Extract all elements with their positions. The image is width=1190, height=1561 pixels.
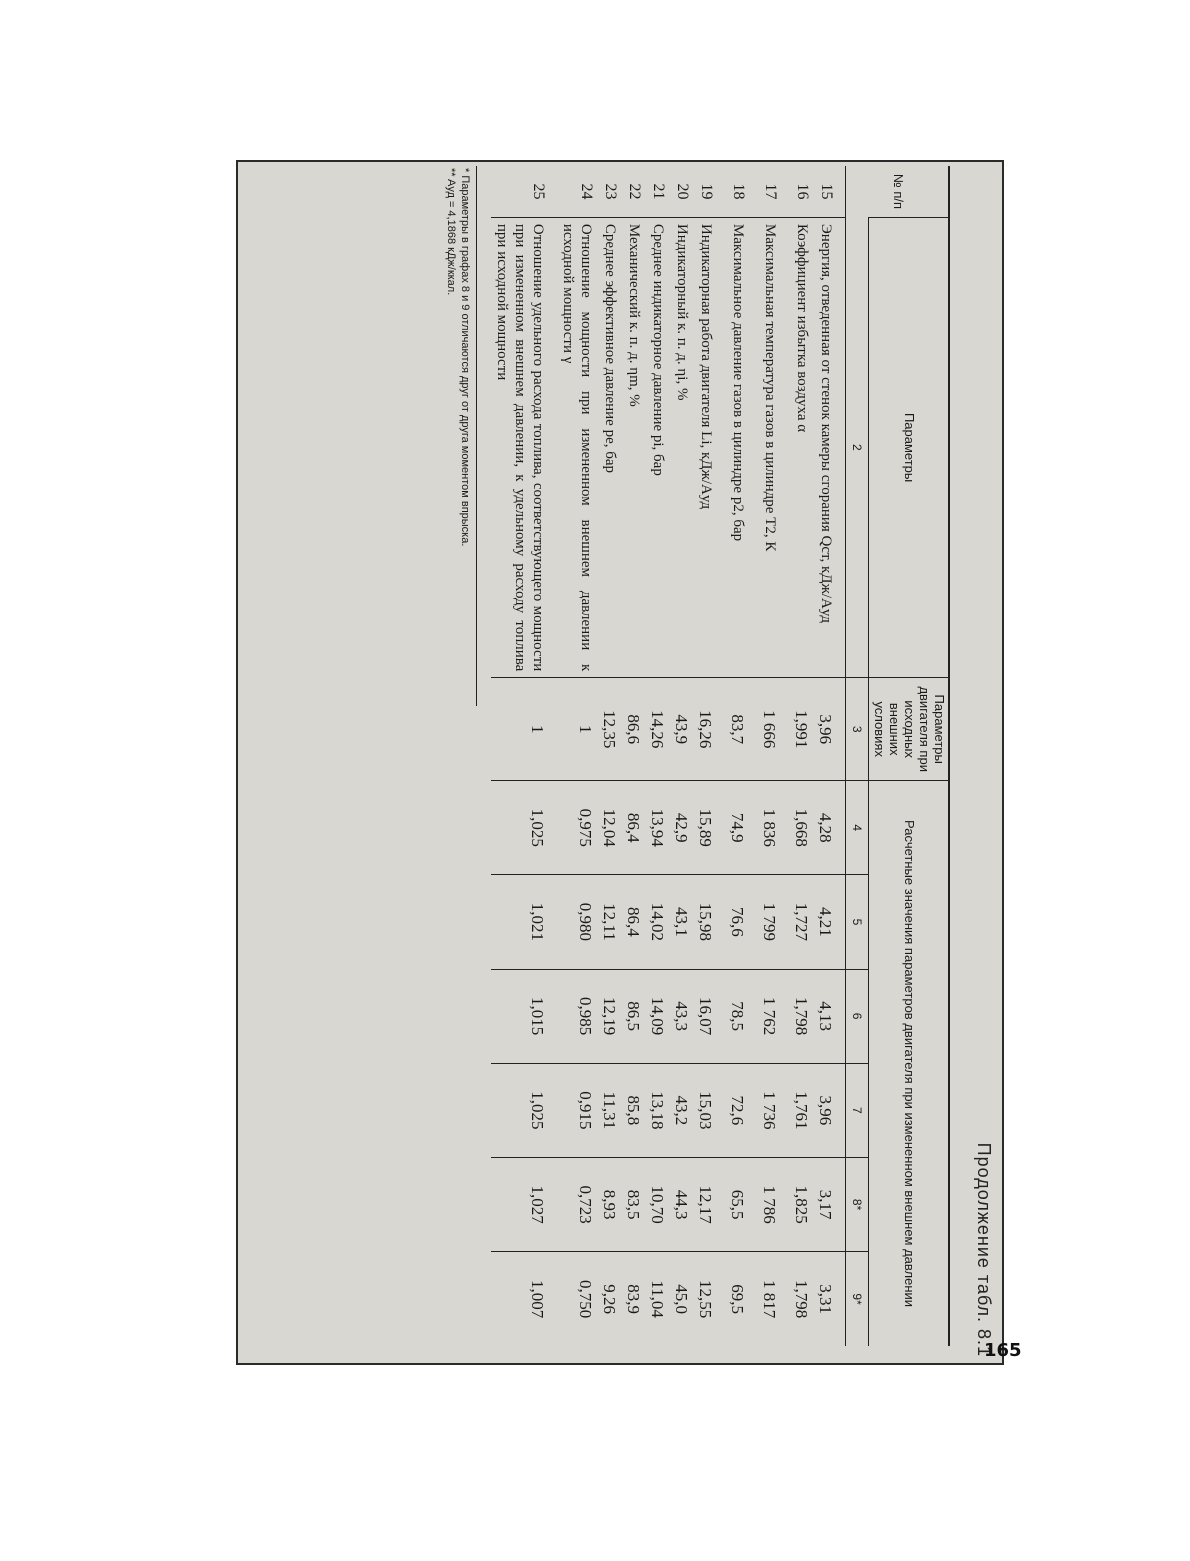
value-cell: 1 762 — [757, 969, 789, 1063]
value-cell: 14,09 — [645, 969, 669, 1063]
value-cell: 1,798 — [789, 969, 813, 1063]
value-cell: 11,04 — [645, 1252, 669, 1346]
value-cell: 1 736 — [757, 1063, 789, 1157]
value-cell: 3,17 — [813, 1157, 846, 1251]
value-cell: 0,980 — [557, 875, 597, 969]
value-cell: 1,021 — [491, 875, 557, 969]
parameter-name: Отношение удельного расхода топлива, соответствующего мощности при измененном внешнем давлении, к удельному расходу топлива при исходной мощности — [491, 217, 557, 677]
value-cell: 45,0 — [669, 1252, 693, 1346]
value-cell: 43,3 — [669, 969, 693, 1063]
value-cell: 12,55 — [693, 1252, 725, 1346]
value-cell: 43,2 — [669, 1063, 693, 1157]
value-cell: 83,9 — [621, 1252, 645, 1346]
table-row — [669, 166, 693, 1346]
parameter-name: Коэффициент избытка воздуха α — [789, 217, 813, 677]
value-cell: 3,96 — [813, 1063, 846, 1157]
column-number: 3 — [846, 678, 869, 781]
table-row — [725, 166, 757, 1346]
value-cell: 15,89 — [693, 781, 725, 875]
value-cell: 85,8 — [621, 1063, 645, 1157]
value-cell: 16,07 — [693, 969, 725, 1063]
footnote-rule — [476, 166, 477, 706]
value-cell: 11,31 — [597, 1063, 621, 1157]
value-cell: 13,18 — [645, 1063, 669, 1157]
value-cell: 9,26 — [597, 1252, 621, 1346]
parameter-name: Индикаторный к. п. д. ηi, % — [669, 217, 693, 677]
table-row — [813, 166, 846, 1346]
row-number: 17 — [762, 183, 780, 200]
value-cell: 42,9 — [669, 781, 693, 875]
value-cell: 8,93 — [597, 1157, 621, 1251]
parameter-name: Механический к. п. д. ηm, % — [621, 217, 645, 677]
parameter-name: Индикаторная работа двигателя Li, кДж/Aуд — [693, 217, 725, 677]
value-cell: 0,750 — [557, 1252, 597, 1346]
value-cell: 83,5 — [621, 1157, 645, 1251]
column-number: 9* — [846, 1252, 869, 1346]
value-cell: 43,1 — [669, 875, 693, 969]
table-row — [597, 166, 621, 1346]
value-cell: 1,761 — [789, 1063, 813, 1157]
value-cell: 43,9 — [669, 678, 693, 781]
footnotes — [444, 168, 472, 546]
value-cell: 86,6 — [621, 678, 645, 781]
value-cell: 1,007 — [491, 1252, 557, 1346]
column-number: 2 — [846, 217, 869, 677]
value-cell: 1,027 — [491, 1157, 557, 1251]
table-row — [491, 166, 557, 1346]
value-cell: 72,6 — [725, 1063, 757, 1157]
column-number: 4 — [846, 781, 869, 875]
value-cell: 4,28 — [813, 781, 846, 875]
table-row — [645, 166, 669, 1346]
table-row — [557, 166, 597, 1346]
data-table — [491, 166, 948, 1346]
row-number: 15 — [818, 183, 836, 200]
value-cell: 44,3 — [669, 1157, 693, 1251]
value-cell: 13,94 — [645, 781, 669, 875]
header-initial-conditions: Параметры двигателя при исходных внешних условиях — [869, 678, 948, 781]
parameter-name: Максимальное давление газов в цилиндре p2, бар — [725, 217, 757, 677]
parameter-name: Максимальная температура газов в цилиндре T2, К — [757, 217, 789, 677]
value-cell: 15,98 — [693, 875, 725, 969]
table-row — [789, 166, 813, 1346]
value-cell: 1,025 — [491, 1063, 557, 1157]
value-cell: 12,35 — [597, 678, 621, 781]
parameter-name: Среднее индикаторное давление pi, бар — [645, 217, 669, 677]
value-cell: 1 836 — [757, 781, 789, 875]
value-cell: 1 817 — [757, 1252, 789, 1346]
value-cell: 1 666 — [757, 678, 789, 781]
value-cell: 74,9 — [725, 781, 757, 875]
value-cell: 4,13 — [813, 969, 846, 1063]
value-cell: 69,5 — [725, 1252, 757, 1346]
value-cell: 78,5 — [725, 969, 757, 1063]
row-number: 25 — [530, 183, 548, 200]
value-cell: 1,727 — [789, 875, 813, 969]
column-number: 8* — [846, 1157, 869, 1251]
value-cell: 1 786 — [757, 1157, 789, 1251]
row-number: 20 — [674, 183, 692, 200]
value-cell: 1,015 — [491, 969, 557, 1063]
parameter-name: Среднее эффективное давление pe, бар — [597, 217, 621, 677]
row-number: 19 — [698, 183, 716, 200]
row-number: 16 — [794, 183, 812, 200]
value-cell: 4,21 — [813, 875, 846, 969]
value-cell: 0,915 — [557, 1063, 597, 1157]
value-cell: 0,975 — [557, 781, 597, 875]
value-cell: 86,4 — [621, 781, 645, 875]
value-cell: 1,668 — [789, 781, 813, 875]
value-cell: 1 — [491, 678, 557, 781]
row-number: 21 — [650, 183, 668, 200]
parameter-name: Энергия, отведенная от стенок камеры сгорания Qст, кДж/Aуд — [813, 217, 846, 677]
rotated-page — [236, 160, 1004, 1365]
footnote-1: * Параметры в графах 8 и 9 отличаются друг от друга моментом впрыска. — [459, 168, 471, 547]
value-cell: 76,6 — [725, 875, 757, 969]
value-cell: 1,025 — [491, 781, 557, 875]
value-cell: 1 799 — [757, 875, 789, 969]
value-cell: 83,7 — [725, 678, 757, 781]
column-number: 7 — [846, 1063, 869, 1157]
column-number: 6 — [846, 969, 869, 1063]
value-cell: 1,798 — [789, 1252, 813, 1346]
table-row — [693, 166, 725, 1346]
page-number: 165 — [984, 1340, 1022, 1361]
value-cell: 12,04 — [597, 781, 621, 875]
value-cell: 86,5 — [621, 969, 645, 1063]
value-cell: 12,17 — [693, 1157, 725, 1251]
value-cell: 10,70 — [645, 1157, 669, 1251]
rotated-content — [236, 160, 1004, 1365]
footnote-2: ** Aуд = 4,1868 кДж/ккал. — [445, 168, 458, 296]
value-cell: 3,96 — [813, 678, 846, 781]
parameter-name: Отношение мощности при измененном внешнем давлении к исходной мощности γ — [557, 217, 597, 677]
header-calculated-group: Расчетные значения параметров двигателя при измененном внешнем давлении — [869, 781, 948, 1346]
value-cell: 14,26 — [645, 678, 669, 781]
value-cell: 0,985 — [557, 969, 597, 1063]
value-cell: 0,723 — [557, 1157, 597, 1251]
table-row — [757, 166, 789, 1346]
value-cell: 14,02 — [645, 875, 669, 969]
header-index: № п/п — [846, 166, 948, 217]
row-number: 22 — [626, 183, 644, 200]
value-cell: 3,31 — [813, 1252, 846, 1346]
table-row — [621, 166, 645, 1346]
value-cell: 1,825 — [789, 1157, 813, 1251]
value-cell: 15,03 — [693, 1063, 725, 1157]
value-cell: 12,19 — [597, 969, 621, 1063]
value-cell: 1,991 — [789, 678, 813, 781]
value-cell: 1 — [557, 678, 597, 781]
value-cell: 65,5 — [725, 1157, 757, 1251]
header-parameters: Параметры — [869, 217, 948, 677]
column-number: 5 — [846, 875, 869, 969]
row-number: 23 — [602, 183, 620, 200]
value-cell: 16,26 — [693, 678, 725, 781]
table-top-rule — [948, 166, 950, 1346]
value-cell: 86,4 — [621, 875, 645, 969]
row-number: 24 — [578, 183, 596, 200]
row-number: 18 — [730, 183, 748, 200]
value-cell: 12,11 — [597, 875, 621, 969]
table-caption: Продолжение табл. 8.1 — [974, 1142, 994, 1357]
